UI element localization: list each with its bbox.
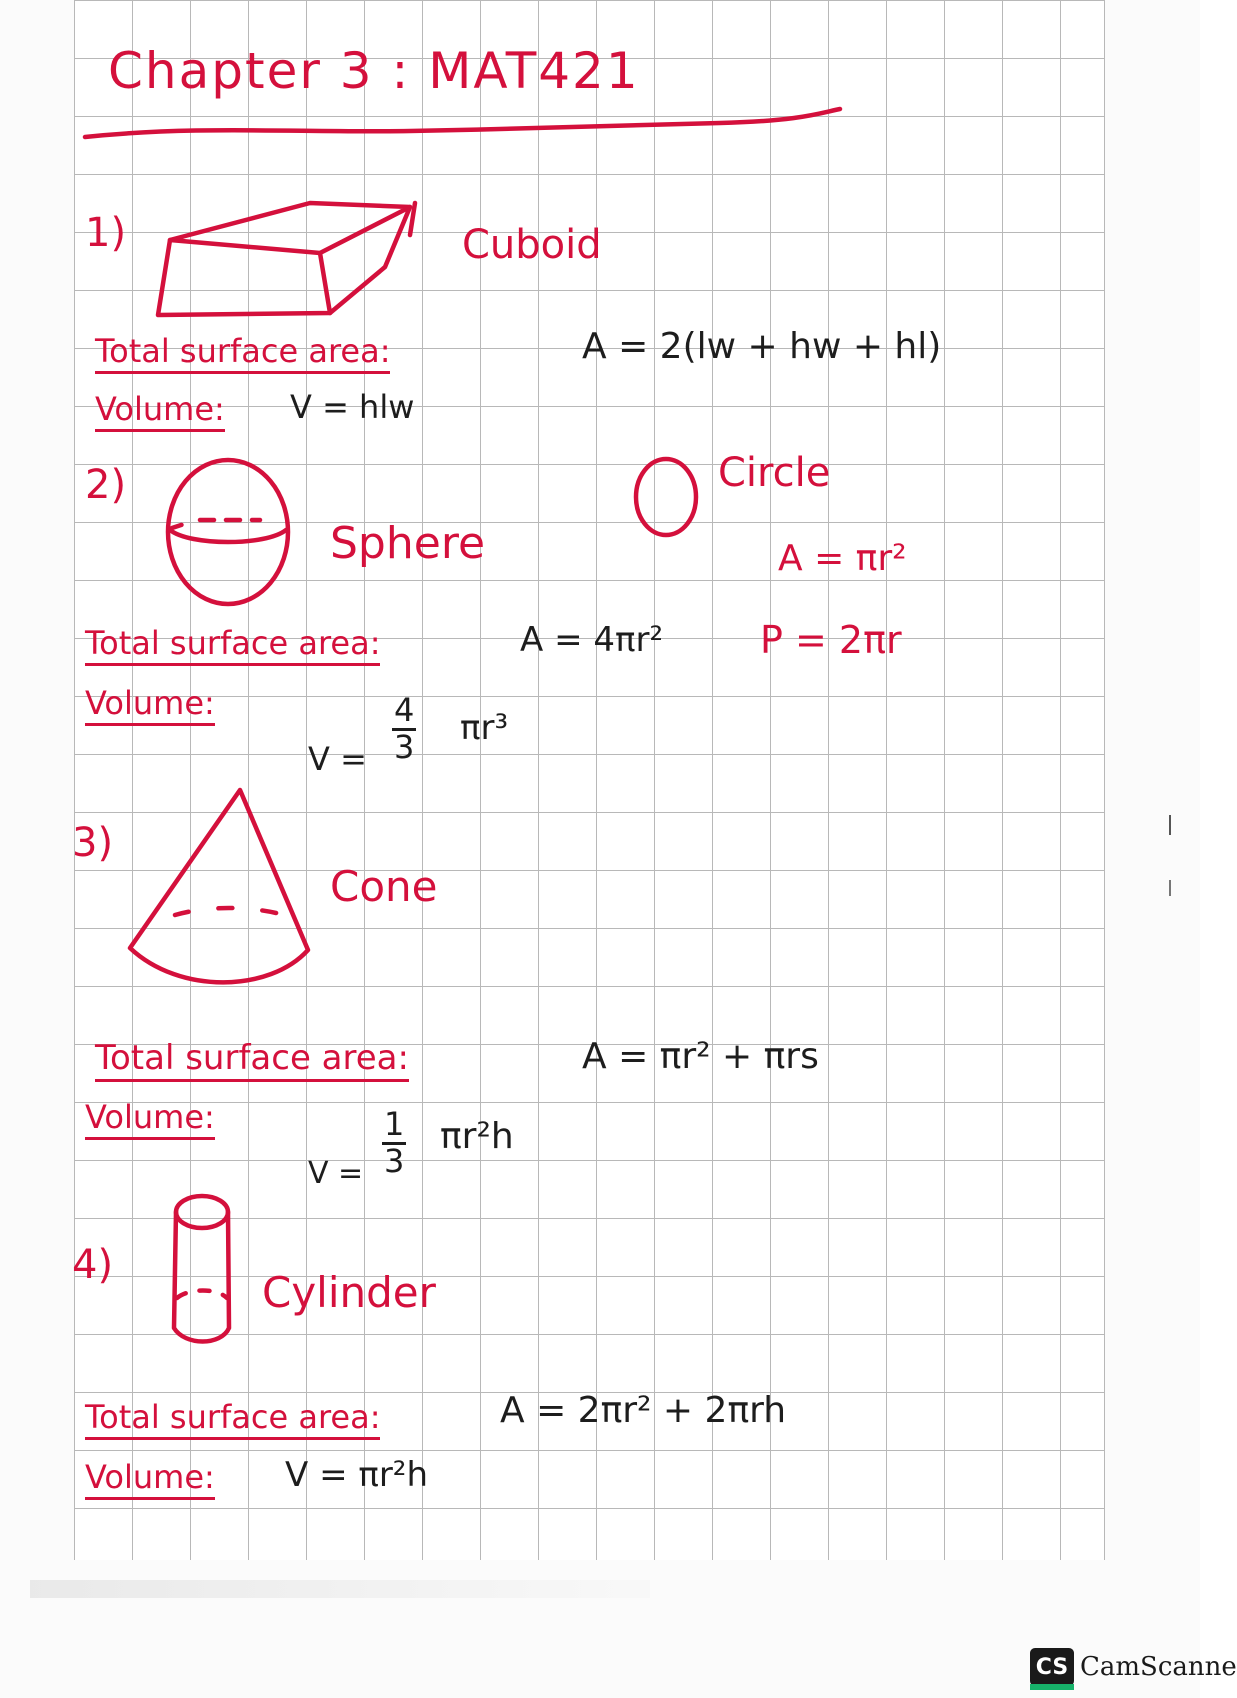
volume-denominator-3: 3	[384, 1141, 405, 1180]
sphere-sketch	[160, 450, 300, 610]
surface-label-2: Total surface area:	[85, 624, 380, 666]
shape-name-sphere: Sphere	[330, 518, 486, 569]
scan-edge-mark	[1169, 880, 1171, 896]
section-number-4: 4)	[72, 1242, 114, 1288]
scan-edge-mark	[1169, 815, 1171, 835]
volume-label-2: Volume:	[85, 684, 215, 726]
camscanner-watermark: CamScanne	[1080, 1652, 1237, 1682]
volume-formula-1: V = hlw	[290, 388, 415, 426]
page-title: Chapter 3 : MAT421	[108, 42, 640, 100]
volume-rest-3: πr²h	[440, 1116, 514, 1157]
title-wavy-underline	[80, 95, 850, 155]
volume-label-3: Volume:	[85, 1098, 215, 1140]
surface-formula-4: A = 2πr² + 2πrh	[500, 1390, 787, 1431]
shape-name-cone: Cone	[330, 862, 438, 911]
scan-shadow	[30, 1580, 650, 1598]
volume-formula-4: V = πr²h	[285, 1455, 428, 1495]
cuboid-sketch	[140, 195, 440, 325]
volume-fraction-3	[382, 1105, 406, 1180]
volume-prefix-3: V =	[308, 1156, 364, 1191]
surface-formula-2: A = 4πr²	[520, 620, 664, 660]
surface-formula-1: A = 2(lw + hw + hl)	[582, 326, 942, 367]
volume-numerator-2: 4	[394, 691, 415, 729]
camscanner-logo-bar	[1030, 1684, 1074, 1690]
section-number-1: 1)	[85, 210, 127, 256]
cylinder-sketch	[165, 1188, 245, 1348]
volume-denominator-2: 3	[394, 727, 415, 766]
surface-label-3: Total surface area:	[95, 1038, 409, 1082]
volume-rest-2: πr³	[460, 708, 509, 748]
volume-label-4: Volume:	[85, 1458, 215, 1500]
surface-label-4: Total surface area:	[85, 1398, 380, 1440]
volume-fraction-2	[392, 691, 416, 766]
surface-label-1: Total surface area:	[95, 332, 390, 374]
volume-label-1: Volume:	[95, 390, 225, 432]
circle-label: Circle	[718, 450, 831, 496]
circle-perimeter-formula: P = 2πr	[760, 618, 902, 662]
section-number-3: 3)	[72, 820, 114, 866]
shape-name-cuboid: Cuboid	[462, 222, 602, 268]
cone-sketch	[120, 780, 320, 1000]
circle-area-formula: A = πr²	[778, 538, 907, 579]
circle-sketch	[628, 452, 708, 542]
section-number-2: 2)	[85, 462, 127, 508]
volume-numerator-3: 1	[384, 1105, 405, 1143]
shape-name-cylinder: Cylinder	[262, 1268, 436, 1317]
volume-prefix-2: V =	[308, 740, 367, 778]
surface-formula-3: A = πr² + πrs	[582, 1036, 819, 1077]
camscanner-logo-icon: CS	[1030, 1648, 1074, 1686]
